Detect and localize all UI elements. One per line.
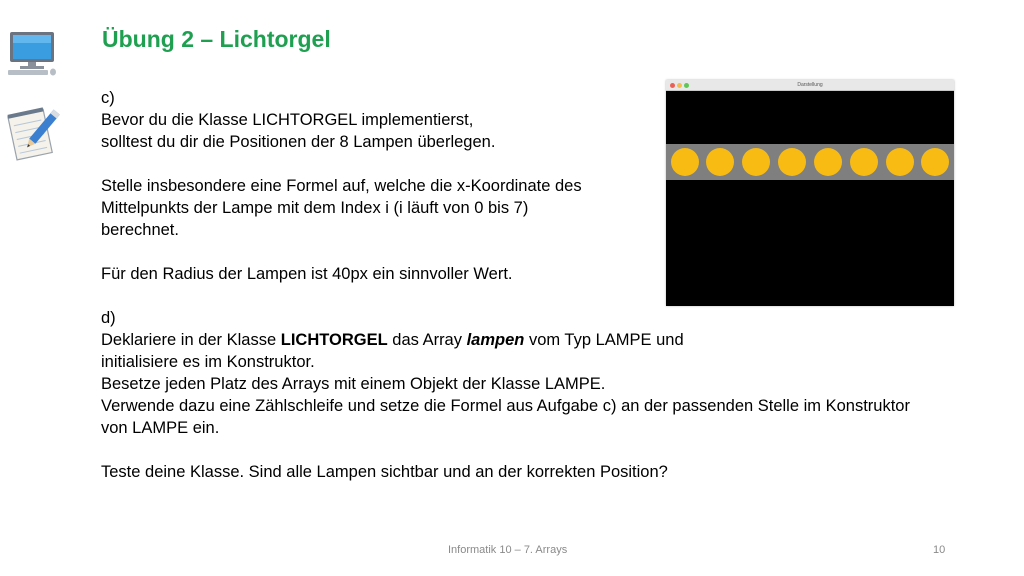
lamp	[742, 148, 770, 176]
task-c-line-4: Mittelpunkts der Lampe mit dem Index i (i läuft von 0 bis 7)	[101, 199, 529, 217]
task-c-label: c)	[101, 89, 115, 107]
task-c-line-2: solltest du dir die Positionen der 8 Lampen überlegen.	[101, 133, 496, 151]
page-title: Übung 2 – Lichtorgel	[102, 26, 331, 52]
lamp	[921, 148, 949, 176]
notepad-pencil-icon	[6, 104, 60, 162]
task-d-line-1	[101, 329, 981, 351]
lamp	[706, 148, 734, 176]
array-name-lampen: lampen	[466, 331, 525, 349]
class-name-lichtorgel: LICHTORGEL	[280, 331, 388, 349]
page-number: 10	[933, 544, 946, 556]
lamp	[814, 148, 842, 176]
task-d-line-6: Teste deine Klasse. Sind alle Lampen sichtbar und an der korrekten Position?	[101, 463, 668, 481]
task-d-text: Deklariere in der Klasse	[101, 331, 281, 349]
lamp	[886, 148, 914, 176]
task-c-line-6: Für den Radius der Lampen ist 40px ein sinnvoller Wert.	[101, 265, 513, 283]
task-d-line-3: Besetze jeden Platz des Arrays mit einem Objekt der Klasse LAMPE.	[101, 375, 606, 393]
computer-icon	[6, 30, 58, 76]
darstellung-window-screenshot	[666, 80, 954, 306]
task-d-text: vom Typ LAMPE und	[524, 331, 684, 349]
task-d-label: d)	[101, 309, 116, 327]
footer-course: Informatik 10 – 7. Arrays	[448, 544, 568, 556]
lamp	[778, 148, 806, 176]
task-d-line-2: initialisiere es im Konstruktor.	[101, 353, 315, 371]
window-title: Darstellung	[797, 82, 823, 88]
lamp-strip	[666, 144, 954, 180]
task-d-line-5: von LAMPE ein.	[101, 419, 220, 437]
task-c-line-1: Bevor du die Klasse LICHTORGEL implementierst,	[101, 111, 474, 129]
task-c-line-5: berechnet.	[101, 221, 179, 239]
task-d-line-4: Verwende dazu eine Zählschleife und setze die Formel aus Aufgabe c) an der passenden Stelle im Konstruktor	[101, 397, 910, 415]
lamp	[671, 148, 699, 176]
task-c-line-3: Stelle insbesondere eine Formel auf, welche die x-Koordinate des	[101, 177, 582, 195]
lamp	[850, 148, 878, 176]
task-d-text: das Array	[387, 331, 467, 349]
window-titlebar	[666, 80, 954, 91]
